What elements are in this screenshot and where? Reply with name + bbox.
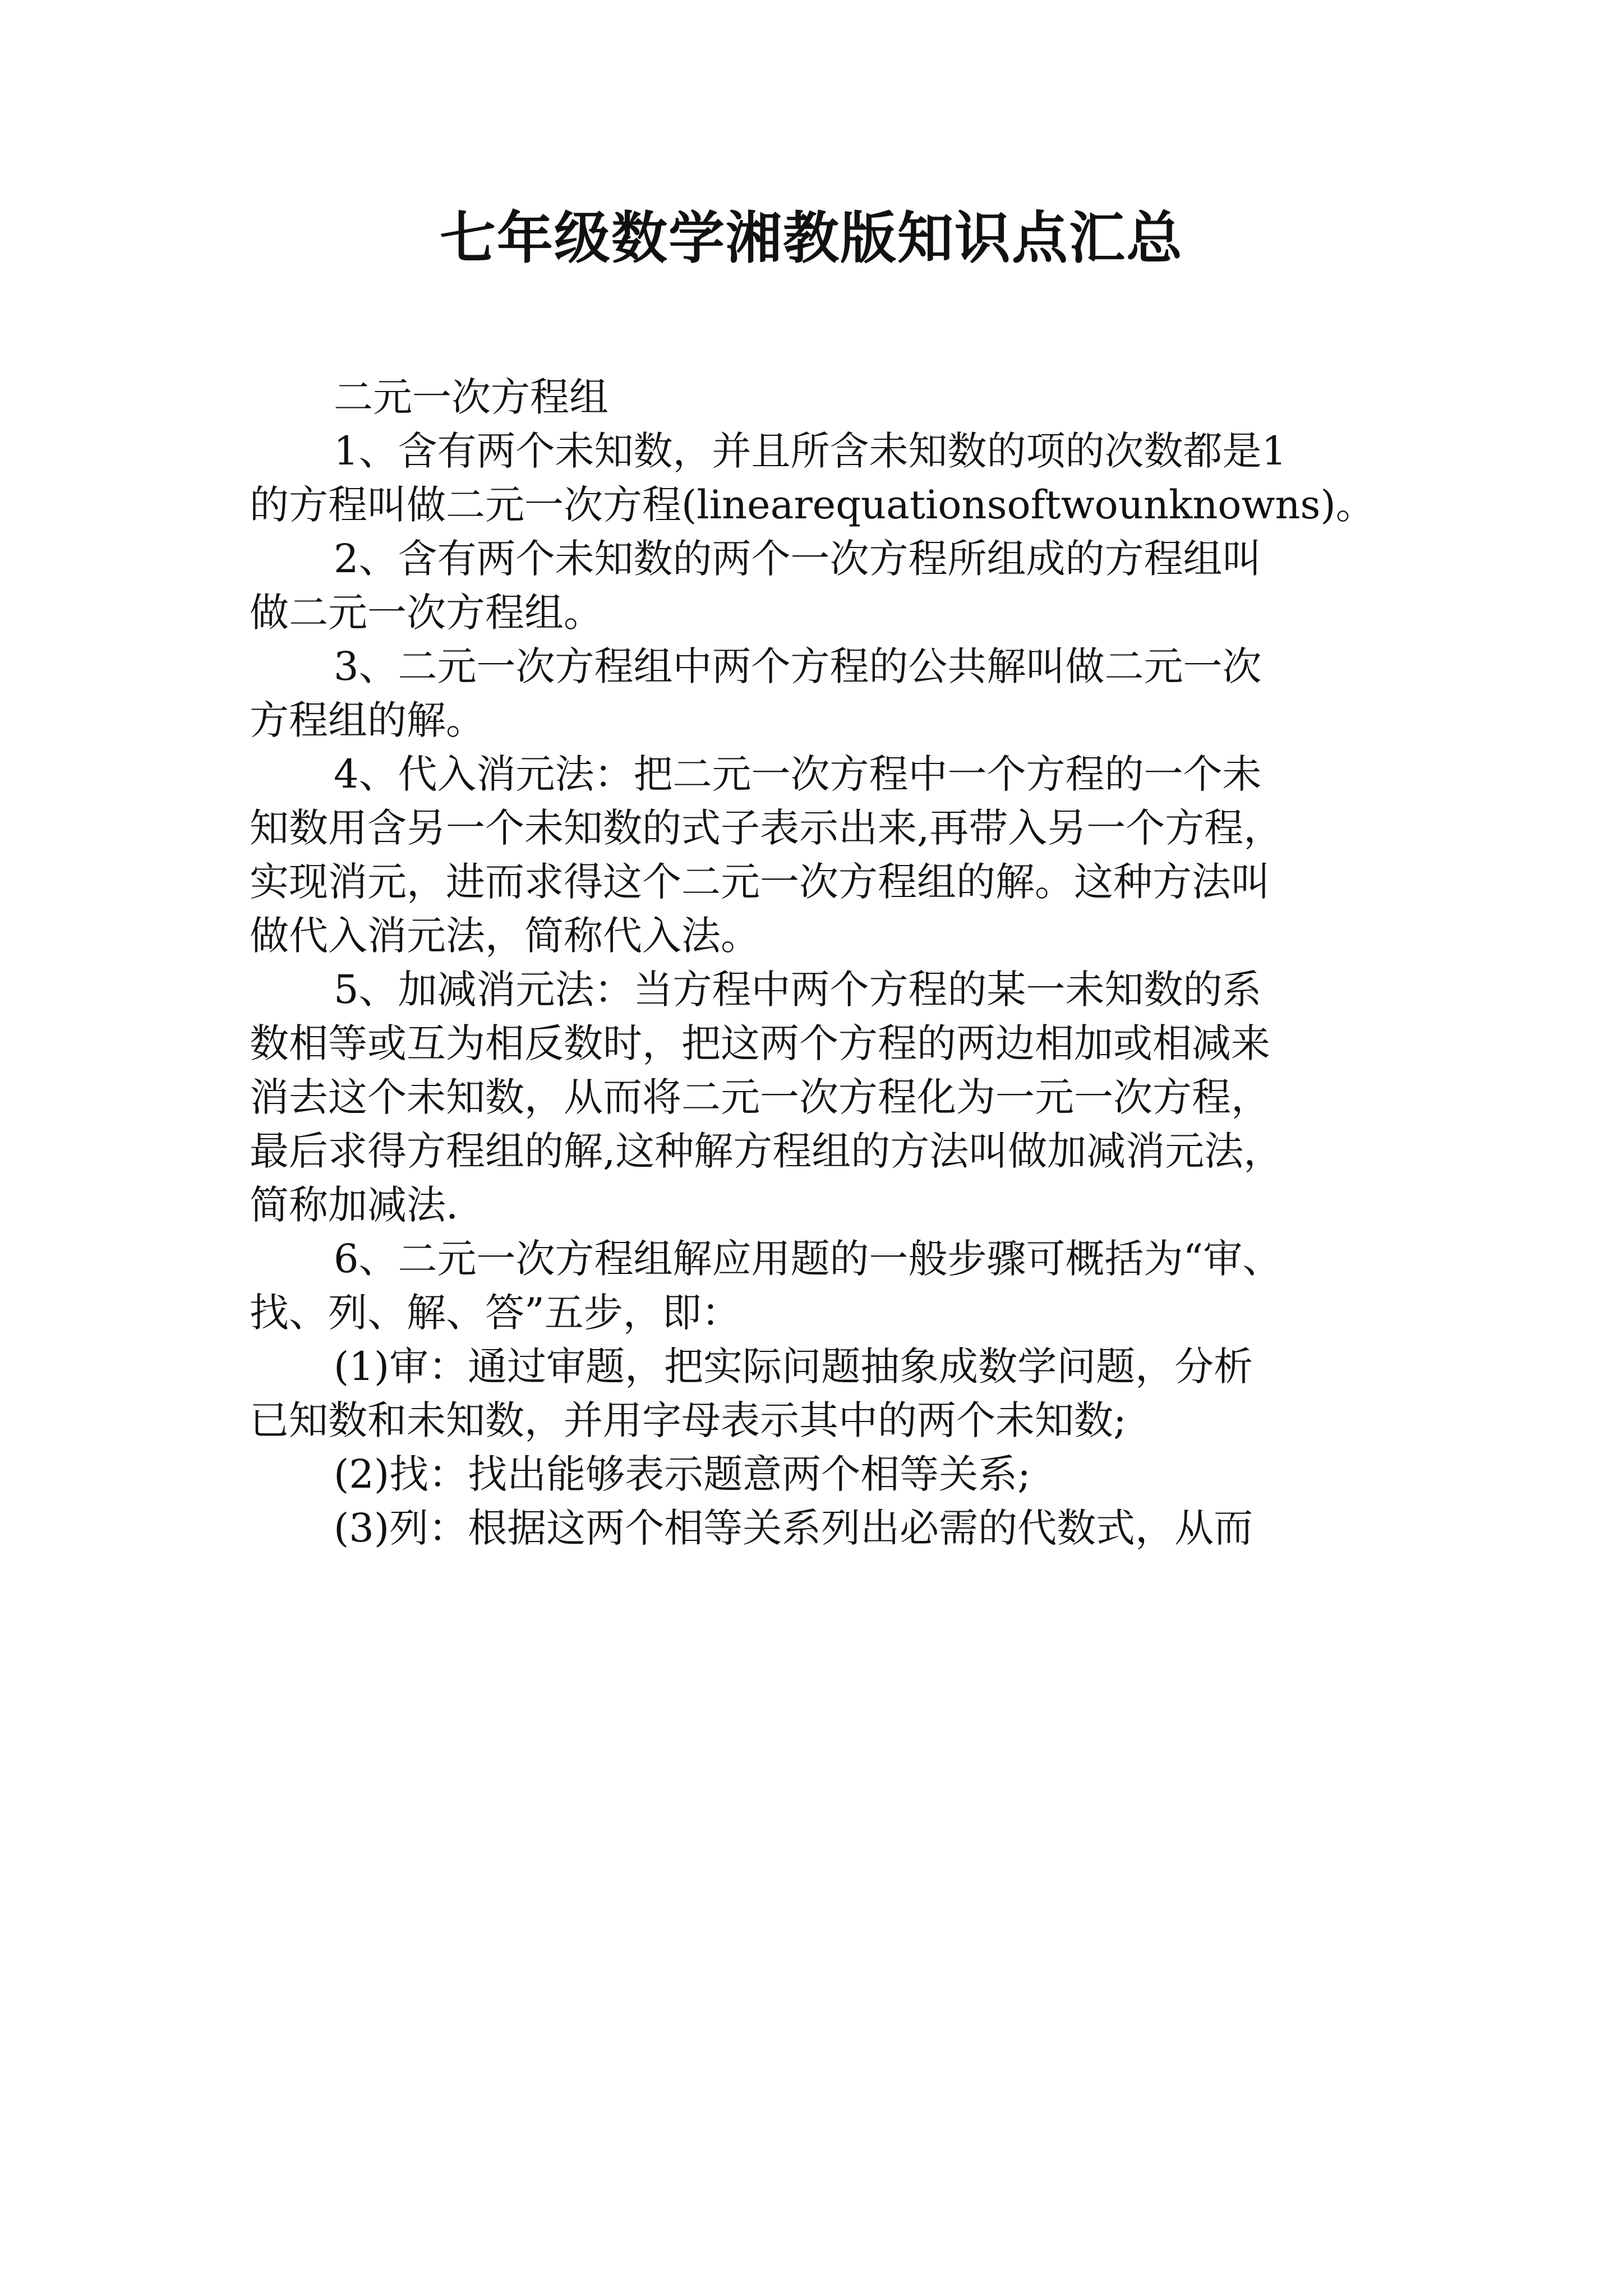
text-line: 做代入消元法，简称代入法。 bbox=[250, 913, 760, 959]
text-line: 二元一次方程组 bbox=[334, 374, 608, 420]
text-line: (3)列：根据这两个相等关系列出必需的代数式，从而 bbox=[334, 1505, 1253, 1551]
text-line: 简称加减法. bbox=[250, 1182, 459, 1228]
text-line: 知数用含另一个未知数的式子表示出来,再带入另一个方程， bbox=[250, 805, 1283, 851]
text-line: (1)审：通过审题，把实际问题抽象成数学问题，分析 bbox=[334, 1343, 1253, 1389]
text-line: 最后求得方程组的解,这种解方程组的方法叫做加减消元法， bbox=[250, 1128, 1283, 1174]
text-line: 消去这个未知数，从而将二元一次方程化为一元一次方程， bbox=[250, 1074, 1270, 1120]
text-line: 3、二元一次方程组中两个方程的公共解叫做二元一次 bbox=[334, 643, 1262, 689]
text-line: 的方程叫做二元一次方程(linearequationsoftwounknowns)。 bbox=[250, 482, 1375, 528]
text-line: 1、含有两个未知数，并且所含未知数的项的次数都是1 bbox=[334, 428, 1287, 474]
text-line: 找、列、解、答”五步，即： bbox=[250, 1290, 741, 1336]
text-line: (2)找：找出能够表示题意两个相等关系; bbox=[334, 1451, 1031, 1497]
text-line: 4、代入消元法：把二元一次方程中一个方程的一个未 bbox=[334, 751, 1262, 797]
text-line: 5、加减消元法：当方程中两个方程的某一未知数的系 bbox=[334, 967, 1262, 1013]
document-title: 七年级数学湘教版知识点汇总 bbox=[440, 205, 1183, 271]
text-line: 方程组的解。 bbox=[250, 697, 485, 743]
text-line: 2、含有两个未知数的两个一次方程所组成的方程组叫 bbox=[334, 536, 1262, 582]
text-line: 做二元一次方程组。 bbox=[250, 590, 603, 636]
text-line: 实现消元，进而求得这个二元一次方程组的解。这种方法叫 bbox=[250, 859, 1270, 905]
text-line: 已知数和未知数，并用字母表示其中的两个未知数; bbox=[250, 1397, 1127, 1443]
document-body bbox=[250, 370, 1388, 1555]
text-line: 数相等或互为相反数时，把这两个方程的两边相加或相减来 bbox=[250, 1020, 1270, 1066]
text-line: 6、二元一次方程组解应用题的一般步骤可概括为“审、 bbox=[334, 1236, 1282, 1282]
